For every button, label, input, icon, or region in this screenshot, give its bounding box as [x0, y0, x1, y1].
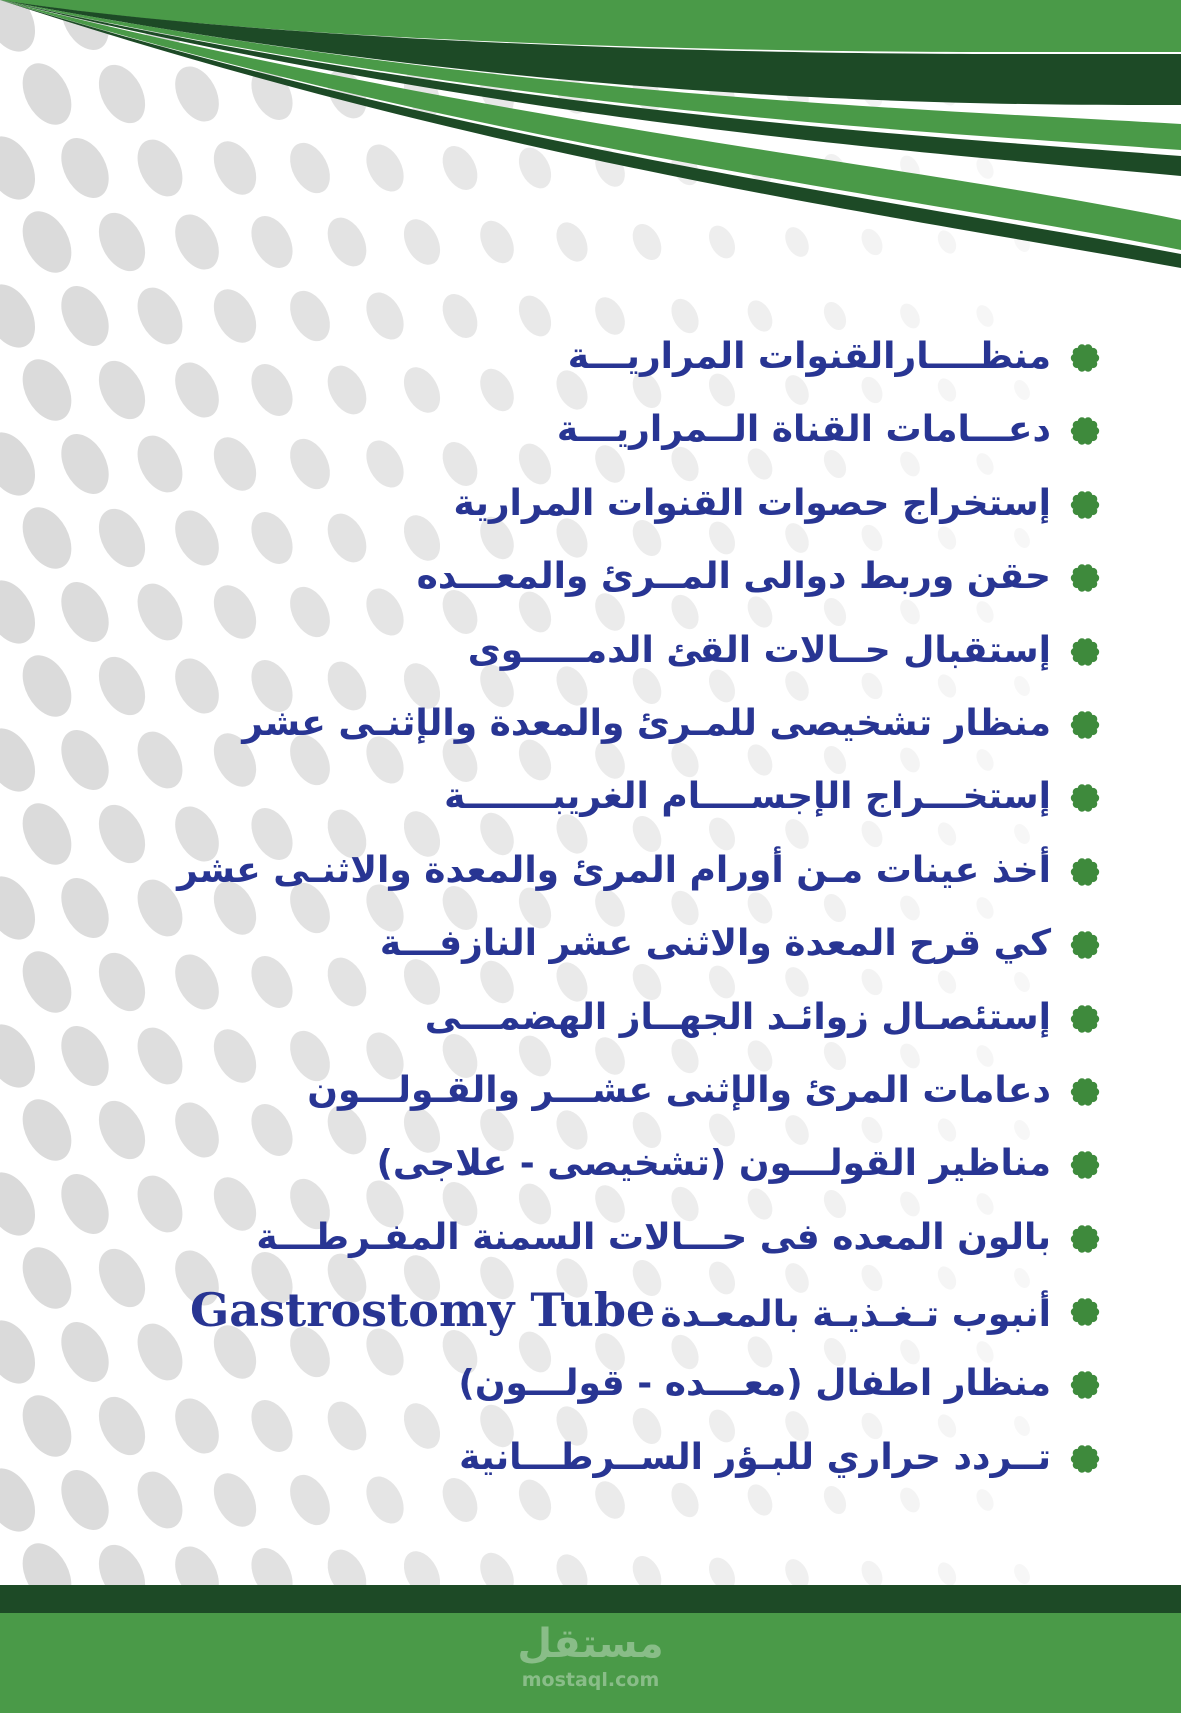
service-item — [21, 393, 1101, 466]
service-item-text: منظار تشخيصى للمـرئ والمعدة والإثنـى عشر — [242, 702, 1051, 744]
flower-bullet-icon — [1069, 1003, 1101, 1035]
service-item — [21, 907, 1101, 980]
mostaql-watermark — [0, 1618, 1181, 1690]
service-item-text: منظــــارالقنوات المراريـــة — [567, 336, 1051, 377]
service-item-text: أخذ عينات مـن أورام المرئ والمعدة والاثنـى عشر — [177, 849, 1051, 891]
service-item — [21, 1201, 1101, 1274]
watermark-logo: مستقل — [517, 1621, 664, 1667]
service-item-text: إستخـــراج الإجســــام الغريبـــــــة — [444, 776, 1051, 818]
service-item-text: إستخراج حصوات القنوات المرارية — [453, 482, 1051, 524]
service-item-text: كي قرح المعدة والاثنى عشر النازفـــة — [379, 923, 1051, 965]
service-item — [21, 760, 1101, 833]
flower-bullet-icon — [1069, 415, 1101, 447]
flower-bullet-icon — [1069, 489, 1101, 521]
flower-bullet-icon — [1069, 342, 1101, 374]
flower-bullet-icon — [1069, 562, 1101, 594]
service-item-text: حقن وربط دوالى المــرئ والمعـــده — [416, 556, 1051, 598]
service-item — [21, 1421, 1101, 1494]
service-item-text: دعامات المرئ والإثنى عشـــر والقـولـــون — [307, 1069, 1051, 1111]
flower-bullet-icon — [1069, 929, 1101, 961]
service-item — [21, 614, 1101, 687]
service-item-text: بالون المعده فى حـــالات السمنة المفـرطـــة — [256, 1216, 1051, 1258]
watermark-url: mostaql.com — [521, 1669, 660, 1691]
services-list — [21, 320, 1101, 1494]
flower-bullet-icon — [1069, 1223, 1101, 1255]
flower-bullet-icon — [1069, 1296, 1101, 1328]
service-item — [21, 540, 1101, 613]
service-item — [21, 687, 1101, 760]
flower-bullet-icon — [1069, 1369, 1101, 1401]
service-item — [21, 834, 1101, 907]
service-item-text: دعـــامات القناة الــمراريـــة — [556, 409, 1051, 451]
flower-bullet-icon — [1069, 636, 1101, 668]
service-item-latin-text: Gastrostomy Tube — [190, 1283, 656, 1338]
service-item-text: إستقبال حــالات القئ الدمـــــوى — [467, 629, 1051, 671]
flower-bullet-icon — [1069, 1443, 1101, 1475]
service-item — [21, 320, 1101, 393]
service-item-text: تــردد حراري للبـؤر الســرطـــانية — [459, 1436, 1051, 1478]
service-item-text: إستئصـال زوائـد الجهــاز الهضمـــى — [424, 996, 1051, 1038]
service-item — [21, 1054, 1101, 1127]
flower-bullet-icon — [1069, 1149, 1101, 1181]
flower-bullet-icon — [1069, 782, 1101, 814]
service-item — [21, 1347, 1101, 1420]
service-item-text: أنبوب تـغـذيـة بالمعـدة — [660, 1294, 1051, 1336]
service-item-text: منظار اطفال (معـــده - قولـــون) — [458, 1363, 1051, 1405]
flower-bullet-icon — [1069, 856, 1101, 888]
flower-bullet-icon — [1069, 709, 1101, 741]
service-item — [21, 1274, 1101, 1347]
footer-dark-stripe — [0, 1585, 1181, 1613]
background-dot — [1011, 1561, 1033, 1586]
service-item-text: مناظير القولـــون (تشخيصى - علاجى) — [376, 1143, 1051, 1185]
service-item — [21, 467, 1101, 540]
flower-bullet-icon — [1069, 1076, 1101, 1108]
header-green-swoosh — [0, 0, 1181, 280]
service-item — [21, 981, 1101, 1054]
service-item — [21, 1127, 1101, 1200]
